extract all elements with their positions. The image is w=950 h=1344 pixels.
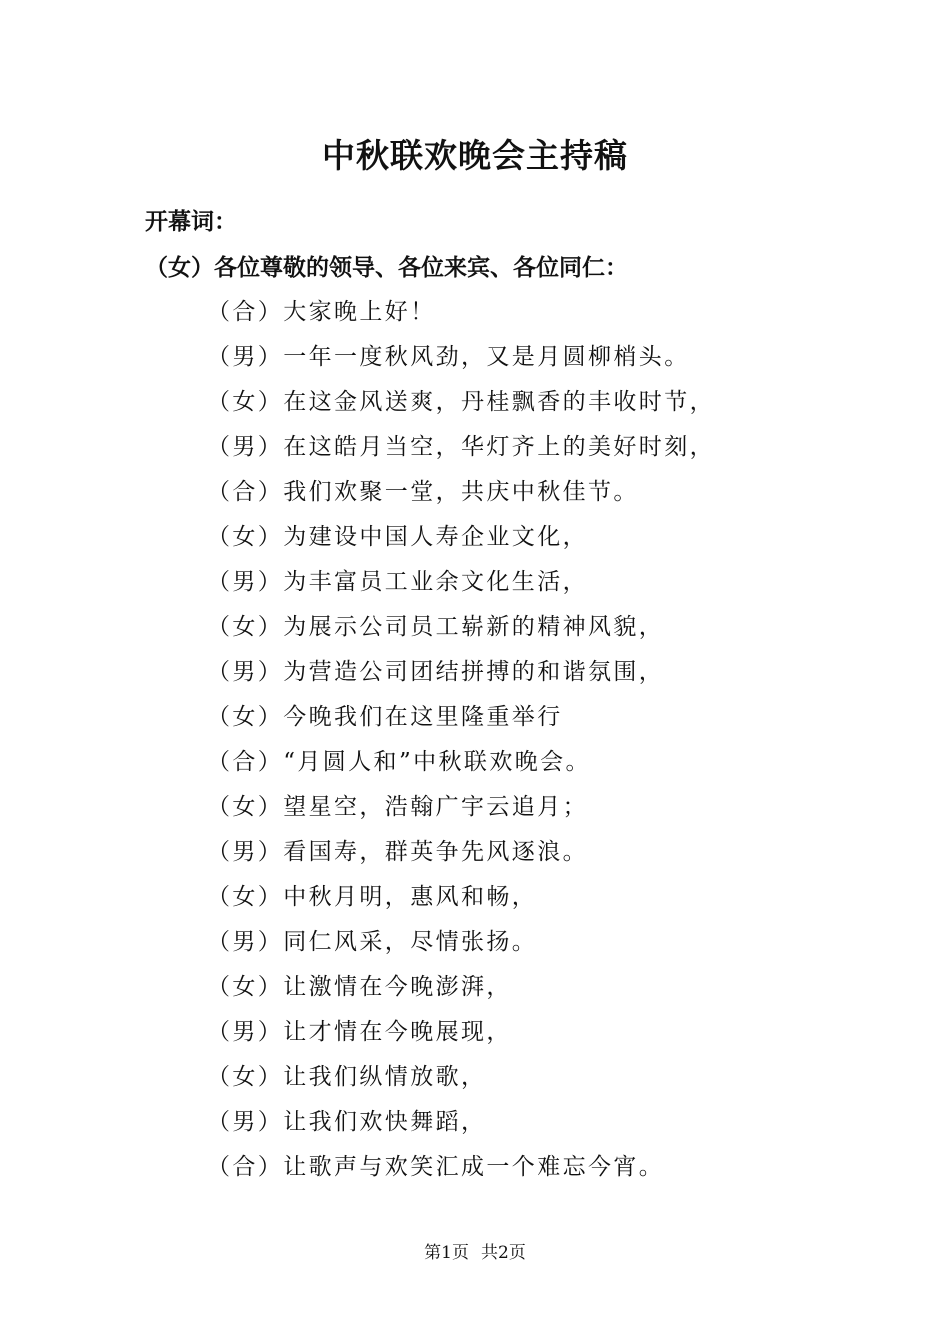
script-line: （男）在这皓月当空，华灯齐上的美好时刻， — [207, 434, 715, 460]
script-line: （女）为建设中国人寿企业文化， — [207, 524, 588, 550]
script-line: （合）我们欢聚一堂，共庆中秋佳节。 — [207, 479, 639, 505]
section-heading: 开幕词： — [145, 208, 237, 235]
script-line: （男）同仁风采，尽情张扬。 — [207, 929, 538, 955]
script-line: （合）“月圆人和”中秋联欢晚会。 — [207, 749, 591, 775]
script-line: （男）让我们欢快舞蹈， — [207, 1109, 487, 1135]
script-line: （女）让我们纵情放歌， — [207, 1064, 487, 1090]
script-line: （女）为展示公司员工崭新的精神风貌， — [207, 614, 665, 640]
intro-line: （女）各位尊敬的领导、各位来宾、各位同仁： — [145, 254, 628, 281]
document-title: 中秋联欢晚会主持稿 — [322, 136, 628, 175]
page-total: 共2页 — [481, 1243, 526, 1263]
script-line: （男）一年一度秋风劲，又是月圆柳梢头。 — [207, 344, 690, 370]
script-line: （女）让激情在今晚澎湃， — [207, 974, 512, 1000]
script-line: （女）望星空，浩翰广宇云追月； — [207, 794, 588, 820]
script-line: （女）在这金风送爽，丹桂飘香的丰收时节， — [207, 389, 715, 415]
script-line: （女）中秋月明，惠风和畅， — [207, 884, 538, 910]
script-line: （男）让才情在今晚展现， — [207, 1019, 512, 1045]
script-line: （男）看国寿，群英争先风逐浪。 — [207, 839, 588, 865]
script-line: （男）为营造公司团结拼搏的和谐氛围， — [207, 659, 665, 685]
script-line: （合）让歌声与欢笑汇成一个难忘今宵。 — [207, 1154, 665, 1180]
script-line: （男）为丰富员工业余文化生活， — [207, 569, 588, 595]
page-footer — [0, 1241, 950, 1265]
script-line: （女）今晚我们在这里隆重举行 — [207, 704, 563, 730]
script-line: （合）大家晚上好！ — [207, 299, 436, 325]
page-number: 第1页 — [424, 1243, 469, 1263]
script-lines — [207, 292, 715, 1192]
